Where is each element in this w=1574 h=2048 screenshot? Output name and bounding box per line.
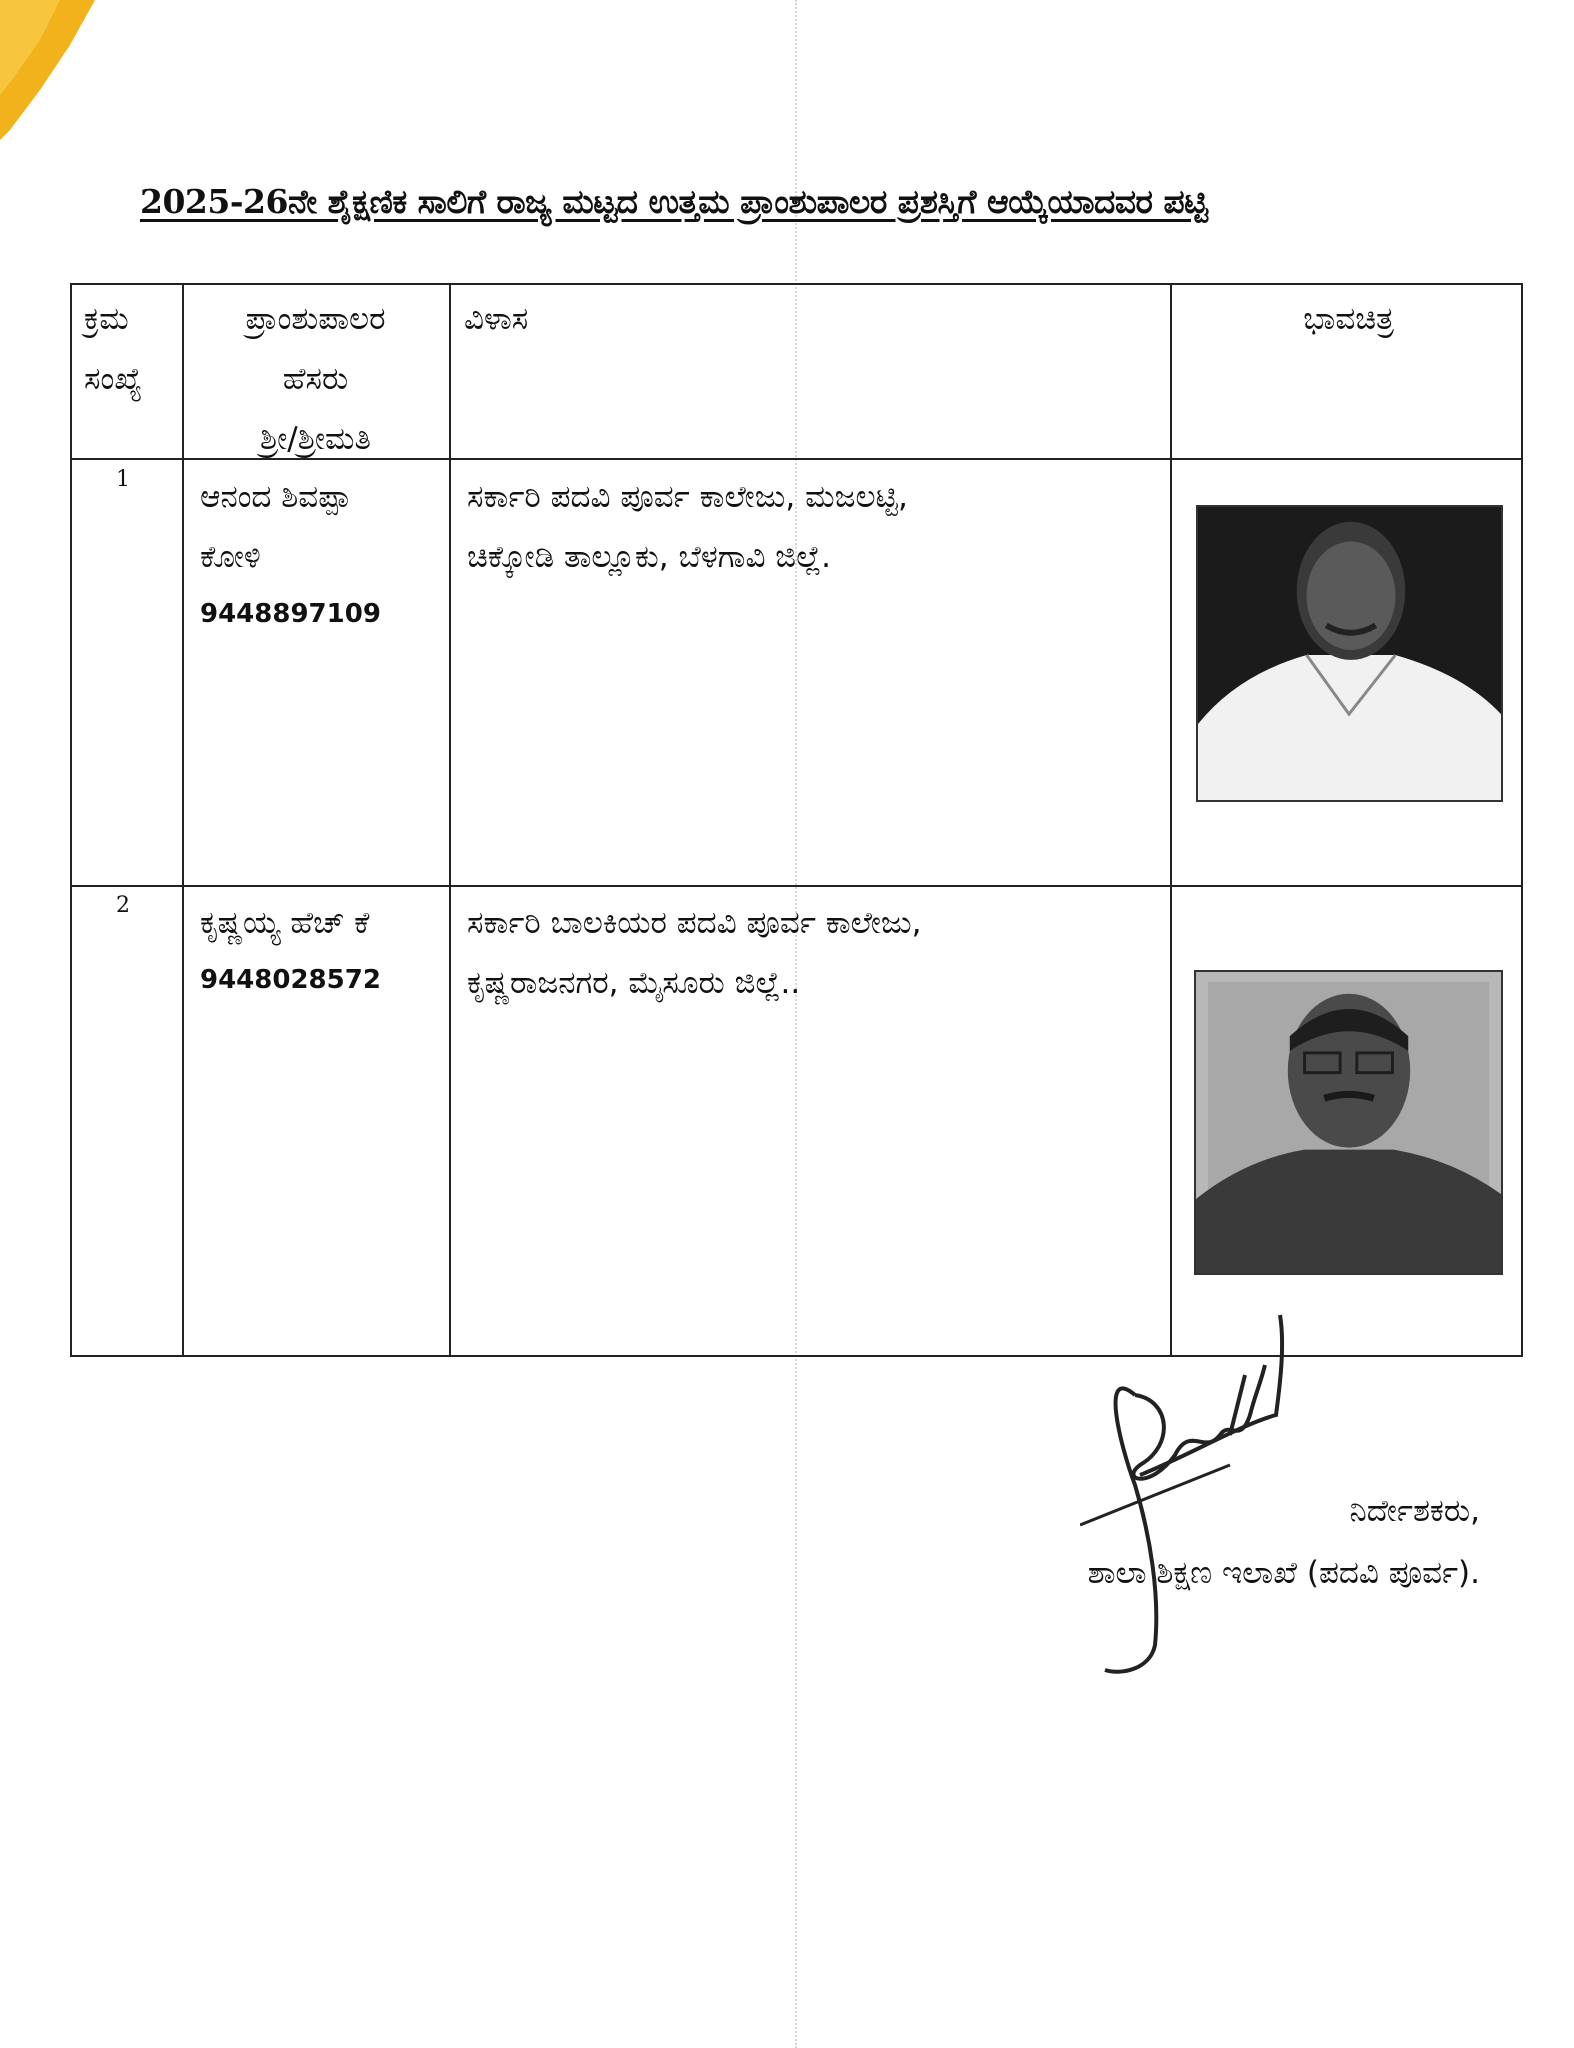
header-serial: ಕ್ರಮ ಸಂಖ್ಯೆ <box>84 301 143 397</box>
row-address: ಸರ್ಕಾರಿ ಪದವಿ ಪೂರ್ವ ಕಾಲೇಜು, ಮಜಲಟ್ಟಿ, ಚಿಕ್ಕೋಡಿ ತಾಲ್ಲೂಕು, ಬೆಳಗಾವಿ ಜಿಲ್ಲೆ. <box>467 479 908 575</box>
row-name: ಆನಂದ ಶಿವಪ್ಪಾ ಕೋಳಿ 9448897109 <box>200 467 445 641</box>
row-serial: 2 <box>116 893 130 918</box>
row-divider <box>72 885 1521 887</box>
column-divider <box>1170 285 1172 1355</box>
signatory-designation: ನಿರ್ದೇಶಕರು, <box>1349 1493 1480 1529</box>
awardee-photo <box>1196 505 1503 802</box>
column-divider <box>449 285 451 1355</box>
row-name: ಕೃಷ್ಣಯ್ಯ ಹೆಚ್ ಕೆ 9448028572 <box>200 893 445 1007</box>
row-serial: 1 <box>116 467 130 492</box>
row-phone: 9448897109 <box>200 599 381 629</box>
row-phone: 9448028572 <box>200 965 381 995</box>
signatory-block <box>920 1480 1480 1604</box>
corner-stain <box>0 0 100 140</box>
awardee-photo <box>1194 970 1503 1275</box>
signatory-department: ಶಾಲಾ ಶಿಕ್ಷಣ ಇಲಾಖೆ (ಪದವಿ ಪೂರ್ವ). <box>1087 1555 1480 1591</box>
awardees-table <box>70 283 1523 1357</box>
header-photo: ಭಾವಚಿತ್ರ <box>1303 301 1394 337</box>
header-name: ಪ್ರಾಂಶುಪಾಲರ ಹೆಸರು ಶ್ರೀ/ಶ್ರೀಮತಿ <box>245 301 386 457</box>
row-address: ಸರ್ಕಾರಿ ಬಾಲಕಿಯರ ಪದವಿ ಪೂರ್ವ ಕಾಲೇಜು, ಕೃಷ್ಣರಾಜನಗರ, ಮೈಸೂರು ಜಿಲ್ಲೆ.. <box>467 905 922 1001</box>
header-address: ವಿಳಾಸ <box>464 301 529 337</box>
document-title: 2025-26ನೇ ಶೈಕ್ಷಣಿಕ ಸಾಲಿಗೆ ರಾಜ್ಯ ಮಟ್ಟದ ಉತ್ತಮ ಪ್ರಾಂಶುಪಾಲರ ಪ್ರಶಸ್ತಿಗೆ ಆಯ್ಕೆಯಾದವರ ಪಟ್ಟಿ <box>140 182 1208 221</box>
